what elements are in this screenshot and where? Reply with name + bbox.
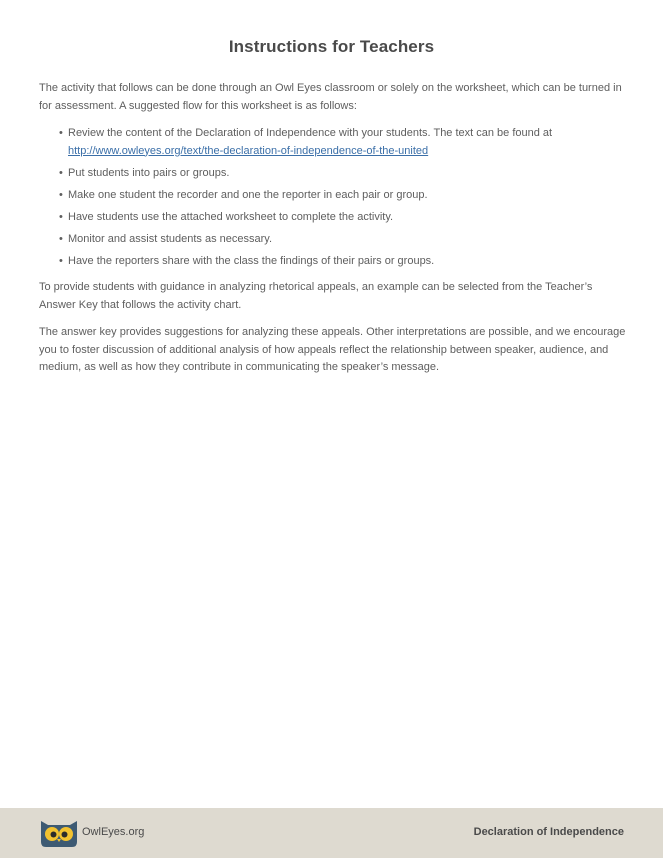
bullet-icon: • [59,210,63,223]
list-item-text: Monitor and assist students as necessary. [68,232,273,245]
brand-name: OwlEyes.org [82,826,145,838]
bullet-icon: • [59,127,63,139]
intro-paragraph: The activity that follows can be done through an Owl Eyes classroom or solely on the worksheet, which can be turned in for assessment. A suggested flow for this worksheet is as follows: [39,82,622,112]
guidance-paragraph: To provide students with guidance in analyzing rhetorical appeals, an example can be selected from the Teacher’s Answer Key that follows the activity chart. [39,281,593,311]
document-body [39,80,627,387]
list-item [39,231,627,249]
answer-key-paragraph: The answer key provides suggestions for analyzing these appeals. Other interpretations are possible, and we encourage you to foster discussion of additional analysis of how appeals reflect the relationship between speaker, audience, and medium, as well as how they contribute in communicating the speaker’s message. [39,326,626,373]
bullet-icon: • [59,232,63,245]
document-title: Declaration of Independence [473,826,624,838]
list-item [39,209,627,227]
list-item [39,253,627,271]
bullet-icon: • [59,188,63,201]
bullet-icon: • [59,254,63,267]
list-item [39,187,627,205]
list-item [39,165,627,183]
list-item [39,125,627,160]
page-title: Instructions for Teachers [228,37,435,56]
bullet-icon: • [59,166,63,179]
list-item-text: Put students into pairs or groups. [68,166,230,179]
instruction-list [39,125,627,270]
declaration-text-link[interactable]: http://www.owleyes.org/text/the-declaration-of-independence-of-the-united [68,144,429,157]
list-item-text: Have the reporters share with the class the findings of their pairs or groups. [68,254,435,267]
list-item-text: Have students use the attached worksheet to complete the activity. [68,210,394,223]
page-footer [0,808,663,858]
owl-logo-icon [40,818,78,848]
list-item-text: Review the content of the Declaration of Independence with your students. The text can be found at [68,127,553,139]
list-item-text: Make one student the recorder and one the reporter in each pair or group. [68,188,428,201]
